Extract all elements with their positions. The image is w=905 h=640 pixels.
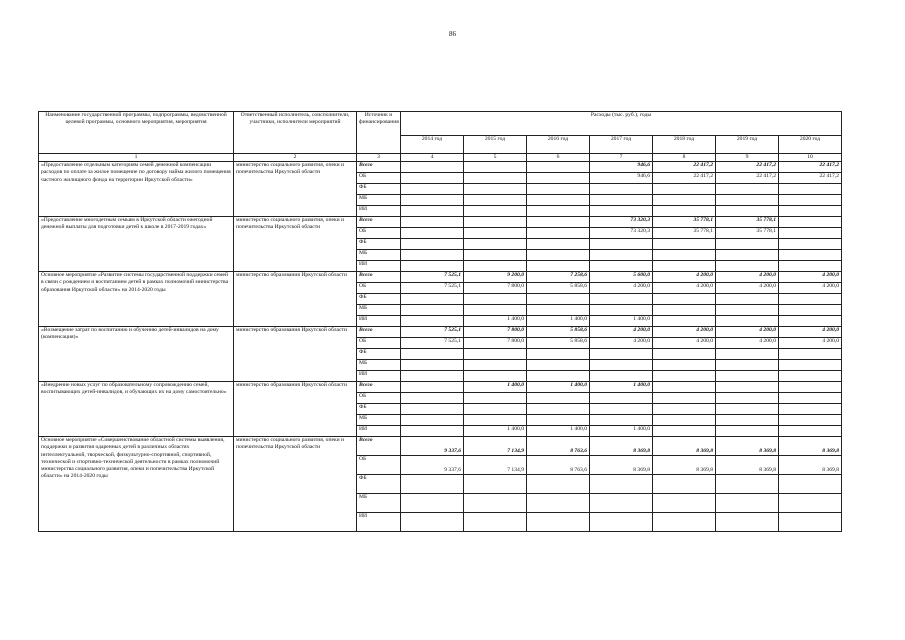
amount-cell bbox=[779, 494, 842, 513]
amount-cell bbox=[464, 349, 527, 360]
amount-cell bbox=[401, 415, 464, 426]
amount-cell: 9 337,6 bbox=[401, 437, 464, 456]
amount-cell bbox=[401, 162, 464, 173]
amount-cell bbox=[779, 349, 842, 360]
amount-cell bbox=[464, 173, 527, 184]
amount-cell bbox=[653, 316, 716, 327]
amount-cell bbox=[779, 228, 842, 239]
amount-cell bbox=[527, 261, 590, 272]
amount-cell: 4 200,0 bbox=[716, 327, 779, 338]
amount-cell bbox=[527, 228, 590, 239]
amount-cell bbox=[653, 475, 716, 494]
amount-cell: 946,6 bbox=[590, 173, 653, 184]
amount-cell: 1 400,0 bbox=[527, 382, 590, 393]
amount-cell bbox=[779, 250, 842, 261]
amount-cell bbox=[401, 513, 464, 532]
amount-cell bbox=[527, 494, 590, 513]
amount-cell bbox=[590, 393, 653, 404]
amount-cell: 4 200,0 bbox=[779, 283, 842, 294]
amount-cell bbox=[716, 360, 779, 371]
amount-cell bbox=[401, 426, 464, 437]
amount-cell bbox=[590, 305, 653, 316]
amount-cell: 8 369,8 bbox=[716, 456, 779, 475]
amount-cell: 7 525,1 bbox=[401, 283, 464, 294]
amount-cell bbox=[527, 393, 590, 404]
funding-source: МБ bbox=[357, 305, 401, 316]
amount-cell bbox=[716, 513, 779, 532]
header-year: 2017 год bbox=[590, 136, 653, 154]
amount-cell bbox=[590, 184, 653, 195]
amount-cell bbox=[716, 494, 779, 513]
amount-cell: 22 417,2 bbox=[779, 162, 842, 173]
amount-cell: 1 400,0 bbox=[464, 316, 527, 327]
amount-cell: 7 525,1 bbox=[401, 338, 464, 349]
amount-cell bbox=[401, 316, 464, 327]
funding-source: МБ bbox=[357, 195, 401, 206]
amount-cell: 4 200,0 bbox=[653, 327, 716, 338]
amount-cell bbox=[779, 404, 842, 415]
amount-cell bbox=[590, 475, 653, 494]
amount-cell bbox=[779, 294, 842, 305]
amount-cell bbox=[401, 360, 464, 371]
activity-name: «Предоставление отдельным категориям семей денежной компенсации расходов по оплате за жилое помещение по договору найма жилого помещения частного жилищного фонда на территории Иркутской области» bbox=[39, 162, 234, 217]
amount-cell: 22 417,2 bbox=[779, 173, 842, 184]
executor: министерство образования Иркутской области bbox=[234, 272, 357, 327]
funding-source: Всего bbox=[357, 327, 401, 338]
funding-source: ФБ bbox=[357, 294, 401, 305]
table-row bbox=[39, 272, 842, 283]
amount-cell bbox=[779, 513, 842, 532]
amount-cell bbox=[590, 206, 653, 217]
amount-cell: 4 200,0 bbox=[653, 283, 716, 294]
funding-source: ФБ bbox=[357, 239, 401, 250]
amount-cell bbox=[464, 404, 527, 415]
amount-cell: 8 369,8 bbox=[716, 437, 779, 456]
amount-cell bbox=[401, 393, 464, 404]
funding-source: ИИ bbox=[357, 206, 401, 217]
amount-cell: 7 800,0 bbox=[464, 283, 527, 294]
amount-cell bbox=[464, 513, 527, 532]
amount-cell bbox=[464, 415, 527, 426]
header-year: 2018 год bbox=[653, 136, 716, 154]
amount-cell bbox=[653, 415, 716, 426]
amount-cell bbox=[401, 371, 464, 382]
column-number: 5 bbox=[464, 154, 527, 162]
amount-cell bbox=[716, 305, 779, 316]
funding-source: МБ bbox=[357, 250, 401, 261]
executor: министерство социального развития, опеки и попечительства Иркутской области bbox=[234, 217, 357, 272]
funding-source: МБ bbox=[357, 415, 401, 426]
funding-source: ИИ bbox=[357, 371, 401, 382]
amount-cell bbox=[401, 217, 464, 228]
amount-cell: 73 320,3 bbox=[590, 228, 653, 239]
amount-cell: 4 200,0 bbox=[590, 327, 653, 338]
activity-name: «Внедрение новых услуг по образовательному сопровождению семей, воспитывающих детей-инвалидов, и обучающих их на дому самостоятельно» bbox=[39, 382, 234, 437]
table-row bbox=[39, 162, 842, 173]
amount-cell bbox=[590, 349, 653, 360]
funding-source: ОБ bbox=[357, 228, 401, 239]
amount-cell bbox=[464, 261, 527, 272]
amount-cell bbox=[527, 239, 590, 250]
amount-cell bbox=[401, 228, 464, 239]
amount-cell bbox=[716, 250, 779, 261]
executor: министерство социального развития, опеки и попечительства Иркутской области bbox=[234, 162, 357, 217]
amount-cell bbox=[464, 217, 527, 228]
amount-cell bbox=[527, 206, 590, 217]
amount-cell bbox=[527, 475, 590, 494]
table-row bbox=[39, 437, 842, 456]
header-year: 2016 год bbox=[527, 136, 590, 154]
amount-cell bbox=[653, 184, 716, 195]
amount-cell bbox=[464, 305, 527, 316]
amount-cell bbox=[590, 360, 653, 371]
amount-cell bbox=[464, 250, 527, 261]
amount-cell bbox=[590, 250, 653, 261]
funding-source: Всего bbox=[357, 272, 401, 283]
amount-cell bbox=[527, 217, 590, 228]
funding-source: ИИ bbox=[357, 426, 401, 437]
amount-cell bbox=[779, 206, 842, 217]
amount-cell: 8 369,8 bbox=[653, 456, 716, 475]
amount-cell: 22 417,2 bbox=[653, 173, 716, 184]
amount-cell bbox=[464, 184, 527, 195]
amount-cell bbox=[401, 184, 464, 195]
amount-cell bbox=[779, 184, 842, 195]
amount-cell: 4 200,0 bbox=[716, 272, 779, 283]
amount-cell bbox=[716, 426, 779, 437]
amount-cell bbox=[464, 393, 527, 404]
amount-cell bbox=[527, 195, 590, 206]
amount-cell: 9 200,0 bbox=[464, 272, 527, 283]
activity-name: «Предоставление многодетным семьям в Иркутской области ежегодной денежной выплаты для подготовки детей к школе в 2017-2019 годах» bbox=[39, 217, 234, 272]
amount-cell bbox=[779, 239, 842, 250]
amount-cell bbox=[527, 250, 590, 261]
amount-cell: 4 200,0 bbox=[653, 272, 716, 283]
amount-cell bbox=[716, 382, 779, 393]
amount-cell: 4 200,0 bbox=[716, 283, 779, 294]
header-year: 2014 год bbox=[401, 136, 464, 154]
amount-cell: 7 134,9 bbox=[464, 437, 527, 456]
amount-cell: 4 200,0 bbox=[779, 338, 842, 349]
amount-cell: 8 369,8 bbox=[653, 437, 716, 456]
column-number: 9 bbox=[716, 154, 779, 162]
amount-cell: 1 400,0 bbox=[527, 426, 590, 437]
header-expenses: Расходы (тыс. руб.), годы bbox=[401, 112, 842, 136]
amount-cell bbox=[527, 294, 590, 305]
amount-cell: 7 134,9 bbox=[464, 456, 527, 475]
amount-cell bbox=[527, 404, 590, 415]
amount-cell: 5 600,0 bbox=[590, 272, 653, 283]
amount-cell bbox=[527, 360, 590, 371]
amount-cell bbox=[401, 349, 464, 360]
amount-cell bbox=[401, 404, 464, 415]
funding-source: ФБ bbox=[357, 184, 401, 195]
amount-cell bbox=[716, 184, 779, 195]
amount-cell bbox=[401, 206, 464, 217]
amount-cell: 7 800,0 bbox=[464, 338, 527, 349]
funding-source: ИИ bbox=[357, 513, 401, 532]
amount-cell: 7 525,1 bbox=[401, 327, 464, 338]
amount-cell bbox=[716, 261, 779, 272]
amount-cell: 8 369,8 bbox=[590, 437, 653, 456]
amount-cell bbox=[590, 415, 653, 426]
executor: министерство образования Иркутской области bbox=[234, 327, 357, 382]
amount-cell bbox=[401, 305, 464, 316]
amount-cell bbox=[779, 360, 842, 371]
header-executor: Ответственный исполнитель, соисполнители, участники, исполнители мероприятий bbox=[234, 112, 357, 154]
amount-cell bbox=[653, 349, 716, 360]
activity-name: Основное мероприятие «Развитие системы государственной поддержки семей в связи с рождением и воспитанием детей в рамках полномочий министерства образования Иркутской области» на 2014-2020 годы bbox=[39, 272, 234, 327]
amount-cell bbox=[779, 305, 842, 316]
amount-cell bbox=[464, 294, 527, 305]
amount-cell bbox=[716, 349, 779, 360]
amount-cell: 8 763,6 bbox=[527, 437, 590, 456]
amount-cell bbox=[464, 494, 527, 513]
column-number: 3 bbox=[357, 154, 401, 162]
funding-source: Всего bbox=[357, 437, 401, 456]
budget-table bbox=[38, 111, 842, 532]
activity-name: «Возмещение затрат по воспитанию и обучению детей-инвалидов на дому (компенсация)» bbox=[39, 327, 234, 382]
amount-cell: 5 858,6 bbox=[527, 338, 590, 349]
amount-cell bbox=[401, 250, 464, 261]
amount-cell: 35 778,1 bbox=[653, 217, 716, 228]
amount-cell bbox=[653, 513, 716, 532]
amount-cell bbox=[779, 382, 842, 393]
amount-cell: 1 400,0 bbox=[590, 316, 653, 327]
table-row bbox=[39, 327, 842, 338]
amount-cell bbox=[653, 371, 716, 382]
funding-source: Всего bbox=[357, 162, 401, 173]
amount-cell bbox=[590, 494, 653, 513]
amount-cell: 9 337,6 bbox=[401, 456, 464, 475]
amount-cell bbox=[653, 261, 716, 272]
amount-cell bbox=[779, 393, 842, 404]
amount-cell bbox=[527, 305, 590, 316]
amount-cell bbox=[653, 426, 716, 437]
column-number: 1 bbox=[39, 154, 234, 162]
amount-cell bbox=[653, 360, 716, 371]
funding-source: ОБ bbox=[357, 283, 401, 294]
amount-cell bbox=[653, 382, 716, 393]
amount-cell: 4 200,0 bbox=[590, 283, 653, 294]
amount-cell bbox=[527, 184, 590, 195]
amount-cell bbox=[653, 250, 716, 261]
amount-cell: 22 417,2 bbox=[653, 162, 716, 173]
funding-source: МБ bbox=[357, 494, 401, 513]
activity-name: Основное мероприятие «Совершенствование областной системы выявления, поддержки и развития одаренных детей в различных областях интеллектуальной, творческой, физкультурно-спортивной, спортивной, технической и спортивно-технической деятельности в рамках полномочий министерства социального развития, опеки и попечительства Иркутской области» на 2014-2020 годы bbox=[39, 437, 234, 532]
executor: министерство образования Иркутской области bbox=[234, 382, 357, 437]
amount-cell bbox=[464, 360, 527, 371]
amount-cell: 5 858,6 bbox=[527, 327, 590, 338]
page-number: 86 bbox=[449, 30, 456, 38]
funding-source: ФБ bbox=[357, 404, 401, 415]
amount-cell bbox=[401, 494, 464, 513]
column-number: 2 bbox=[234, 154, 357, 162]
amount-cell bbox=[779, 316, 842, 327]
amount-cell: 8 369,8 bbox=[779, 437, 842, 456]
column-number: 8 bbox=[653, 154, 716, 162]
amount-cell: 73 320,3 bbox=[590, 217, 653, 228]
amount-cell bbox=[779, 415, 842, 426]
column-number: 10 bbox=[779, 154, 842, 162]
amount-cell bbox=[779, 475, 842, 494]
amount-cell bbox=[590, 195, 653, 206]
amount-cell bbox=[653, 294, 716, 305]
funding-source: ФБ bbox=[357, 349, 401, 360]
funding-source: Всего bbox=[357, 382, 401, 393]
column-number: 6 bbox=[527, 154, 590, 162]
amount-cell: 35 778,1 bbox=[716, 228, 779, 239]
amount-cell bbox=[653, 195, 716, 206]
amount-cell bbox=[464, 239, 527, 250]
amount-cell bbox=[464, 228, 527, 239]
amount-cell bbox=[653, 239, 716, 250]
amount-cell bbox=[716, 195, 779, 206]
amount-cell bbox=[653, 404, 716, 415]
amount-cell bbox=[527, 513, 590, 532]
amount-cell bbox=[464, 195, 527, 206]
header-year: 2015 год bbox=[464, 136, 527, 154]
amount-cell bbox=[401, 294, 464, 305]
funding-source: ОБ bbox=[357, 456, 401, 475]
amount-cell bbox=[401, 195, 464, 206]
amount-cell bbox=[779, 426, 842, 437]
amount-cell: 8 369,8 bbox=[590, 456, 653, 475]
amount-cell bbox=[464, 206, 527, 217]
funding-source: ИИ bbox=[357, 261, 401, 272]
amount-cell: 4 200,0 bbox=[779, 327, 842, 338]
funding-source: ОБ bbox=[357, 393, 401, 404]
amount-cell: 4 200,0 bbox=[779, 272, 842, 283]
amount-cell bbox=[653, 393, 716, 404]
header-year: 2020 год bbox=[779, 136, 842, 154]
amount-cell bbox=[779, 217, 842, 228]
amount-cell bbox=[527, 415, 590, 426]
amount-cell: 4 200,0 bbox=[590, 338, 653, 349]
amount-cell bbox=[464, 475, 527, 494]
amount-cell bbox=[464, 371, 527, 382]
amount-cell bbox=[716, 404, 779, 415]
amount-cell bbox=[590, 371, 653, 382]
amount-cell bbox=[716, 294, 779, 305]
amount-cell bbox=[527, 162, 590, 173]
header-source: Источник и финансирования bbox=[357, 112, 401, 154]
amount-cell: 5 858,6 bbox=[527, 283, 590, 294]
amount-cell bbox=[653, 305, 716, 316]
amount-cell bbox=[401, 261, 464, 272]
amount-cell bbox=[527, 349, 590, 360]
funding-source: ОБ bbox=[357, 338, 401, 349]
amount-cell bbox=[401, 382, 464, 393]
amount-cell bbox=[716, 393, 779, 404]
table-row bbox=[39, 382, 842, 393]
amount-cell: 8 763,6 bbox=[527, 456, 590, 475]
funding-source: ФБ bbox=[357, 475, 401, 494]
table-row bbox=[39, 217, 842, 228]
funding-source: Всего bbox=[357, 217, 401, 228]
amount-cell: 946,6 bbox=[590, 162, 653, 173]
amount-cell bbox=[779, 195, 842, 206]
amount-cell bbox=[716, 475, 779, 494]
amount-cell bbox=[716, 316, 779, 327]
amount-cell: 7 258,6 bbox=[527, 272, 590, 283]
funding-source: ОБ bbox=[357, 173, 401, 184]
amount-cell bbox=[401, 239, 464, 250]
amount-cell bbox=[590, 239, 653, 250]
amount-cell: 4 200,0 bbox=[716, 338, 779, 349]
funding-source: МБ bbox=[357, 360, 401, 371]
amount-cell bbox=[590, 404, 653, 415]
amount-cell: 22 417,2 bbox=[716, 173, 779, 184]
column-number: 4 bbox=[401, 154, 464, 162]
amount-cell bbox=[527, 371, 590, 382]
amount-cell: 1 400,0 bbox=[464, 382, 527, 393]
amount-cell: 1 400,0 bbox=[590, 382, 653, 393]
amount-cell bbox=[716, 206, 779, 217]
amount-cell bbox=[590, 294, 653, 305]
amount-cell bbox=[716, 415, 779, 426]
amount-cell bbox=[716, 371, 779, 382]
header-year: 2019 год bbox=[716, 136, 779, 154]
amount-cell: 22 417,2 bbox=[716, 162, 779, 173]
amount-cell: 8 369,8 bbox=[779, 456, 842, 475]
amount-cell bbox=[527, 173, 590, 184]
funding-source: ИИ bbox=[357, 316, 401, 327]
header-name: Наименование государственной программы, подпрограммы, ведомственной целевой программы, основного мероприятия, мероприятия bbox=[39, 112, 234, 154]
amount-cell bbox=[401, 475, 464, 494]
amount-cell: 4 200,0 bbox=[653, 338, 716, 349]
amount-cell bbox=[464, 162, 527, 173]
amount-cell bbox=[401, 173, 464, 184]
amount-cell: 1 400,0 bbox=[527, 316, 590, 327]
column-number: 7 bbox=[590, 154, 653, 162]
amount-cell: 1 400,0 bbox=[464, 426, 527, 437]
amount-cell bbox=[779, 371, 842, 382]
amount-cell bbox=[779, 261, 842, 272]
amount-cell: 1 400,0 bbox=[590, 426, 653, 437]
amount-cell bbox=[716, 239, 779, 250]
amount-cell: 35 778,1 bbox=[653, 228, 716, 239]
amount-cell: 7 800,0 bbox=[464, 327, 527, 338]
amount-cell bbox=[653, 494, 716, 513]
executor: министерство социального развития, опеки и попечительства Иркутской области bbox=[234, 437, 357, 532]
amount-cell bbox=[590, 261, 653, 272]
amount-cell bbox=[590, 513, 653, 532]
amount-cell: 35 778,1 bbox=[716, 217, 779, 228]
amount-cell bbox=[653, 206, 716, 217]
amount-cell: 7 525,1 bbox=[401, 272, 464, 283]
